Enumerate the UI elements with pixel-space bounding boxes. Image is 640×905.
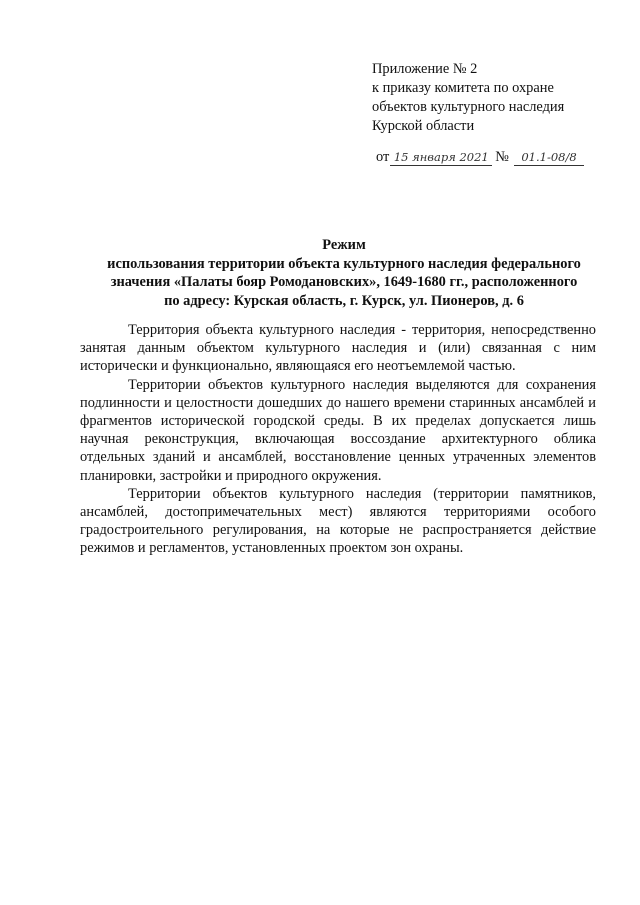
handwritten-date: 15 января 2021 xyxy=(390,150,492,166)
date-prefix: от xyxy=(376,149,390,165)
order-date-number xyxy=(376,148,626,167)
document-body xyxy=(80,321,596,558)
handwritten-number: 01.1-08/8 xyxy=(514,150,584,166)
body-paragraph: Территория объекта культурного наследия - территория, непосредственно занятая данным объектом культурного наследия и (или) связанная с ним исторически и функционально, являющаяся его неотъемлемой частью. xyxy=(80,322,596,375)
title-heading: Режим xyxy=(322,237,366,253)
title-line: использования территории объекта культурного наследия федерального xyxy=(107,255,581,272)
title-line: по адресу: Курская область, г. Курск, ул. Пионеров, д. 6 xyxy=(164,292,524,309)
appendix-line: объектов культурного наследия xyxy=(372,99,565,115)
document-title xyxy=(80,236,608,310)
appendix-line: Приложение № 2 xyxy=(372,61,478,77)
appendix-line: к приказу комитета по охране xyxy=(372,80,554,96)
title-line: значения «Палаты бояр Ромодановских», 1649-1680 гг., расположенного xyxy=(110,274,578,290)
number-prefix: № xyxy=(495,149,510,165)
body-paragraph: Территории объектов культурного наследия (территории памятников, ансамблей, достопримечательных мест) являются территориями особого градостроительного регулирования, на которые не распространяется действие режимов и регламентов, установленных проектом зон охраны. xyxy=(80,485,596,557)
body-paragraph: Территории объектов культурного наследия выделяются для сохранения подлинности и целостности дошедших до нашего времени старинных ансамблей и фрагментов исторической городской среды. В их пределах допускается лишь научная реконструкция, включающая воссоздание архитектурного облика отдельных зданий и ансамблей, восстановление ценных утраченных элементов планировки, застройки и природного окружения. xyxy=(80,376,596,484)
appendix-line: Курской области xyxy=(372,118,475,134)
appendix-header xyxy=(372,60,622,136)
